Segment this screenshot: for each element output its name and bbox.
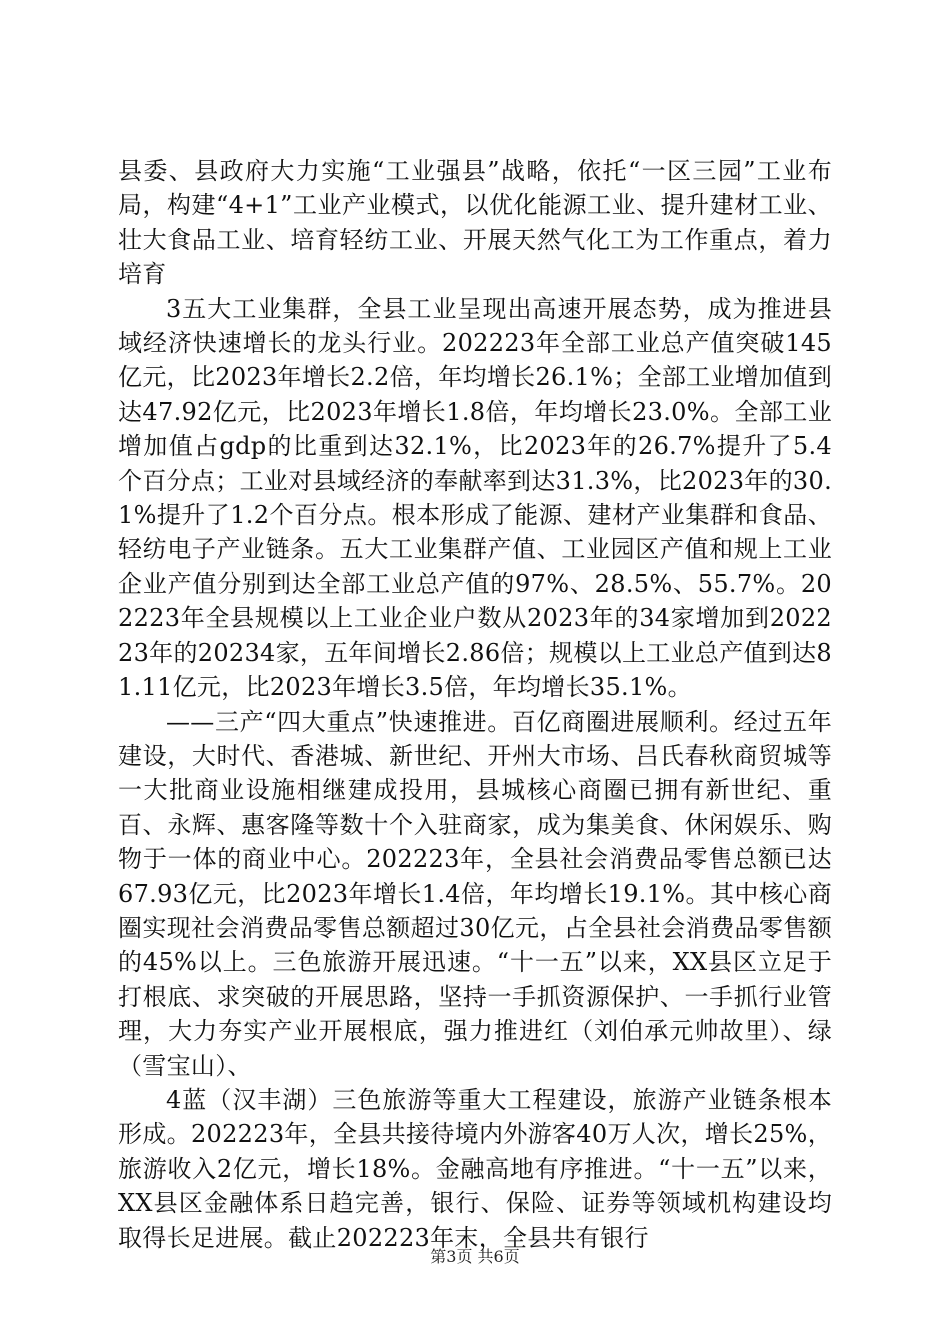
paragraph-tourism-finance: 4蓝（汉丰湖）三色旅游等重大工程建设，旅游产业链条根本形成。202223年，全县共接待境内外游客40万人次，增长25%，旅游收入2亿元，增长18%。金融高地有序推进。“十一五”以来，XX县区金融体系日趋完善，银行、保险、证券等领域机构建设均取得长足进展。截止202223年末，全县共有银行 (118, 1085, 832, 1252)
page-number-footer: 第3页 共6页 (430, 1247, 520, 1266)
paragraph-industry-strategy: 县委、县政府大力实施“工业强县”战略，依托“一区三园”工业布局，构建“4+1”工业产业模式，以优化能源工业、提升建材工业、壮大食品工业、培育轻纺工业、开展天然气化工为工作重点，着力培育 (118, 157, 832, 289)
paragraph-industrial-clusters: 3五大工业集群，全县工业呈现出高速开展态势，成为推进县域经济快速增长的龙头行业。202223年全部工业总产值突破145亿元，比2023年增长2.2倍，年均增长26.1%；全部工业增加值到达47.92亿元，比2023年增长1.8倍，年均增长23.0%。全部工业增加值占gdp的比重到达32.1%，比2023年的26.7%提升了5.4个百分点；工业对县域经济的奉献率到达31.3%，比2023年的30.1%提升了1.2个百分点。根本形成了能源、建材产业集群和食品、轻纺电子产业链条。五大工业集群产值、工业园区产值和规上工业企业产值分别到达全部工业总产值的97%、28.5%、55.7%。202223年全县规模以上工业企业户数从2023年的34家增加到202223年的20234家，五年间增长2.86倍；规模以上工业总产值到达81.11亿元，比2023年增长3.5倍，年均增长35.1%。 (118, 294, 832, 702)
paragraph-tertiary-industry: ——三产“四大重点”快速推进。百亿商圈进展顺利。经过五年建设，大时代、香港城、新世纪、开州大市场、吕氏春秋商贸城等一大批商业设施相继建成投用，县城核心商圈已拥有新世纪、重百、永辉、惠客隆等数十个入驻商家，成为集美食、休闲娱乐、购物于一体的商业中心。202223年，全县社会消费品零售总额已达67.93亿元，比2023年增长1.4倍，年均增长19.1%。其中核心商圈实现社会消费品零售总额超过30亿元，占全县社会消费品零售额的45%以上。三色旅游开展迅速。“十一五”以来，XX县区立足于打根底、求突破的开展思路，坚持一手抓资源保护、一手抓行业管理，大力夯实产业开展根底，强力推进红（刘伯承元帅故里）、绿（雪宝山）、 (118, 707, 832, 1080)
document-body (118, 154, 832, 1255)
